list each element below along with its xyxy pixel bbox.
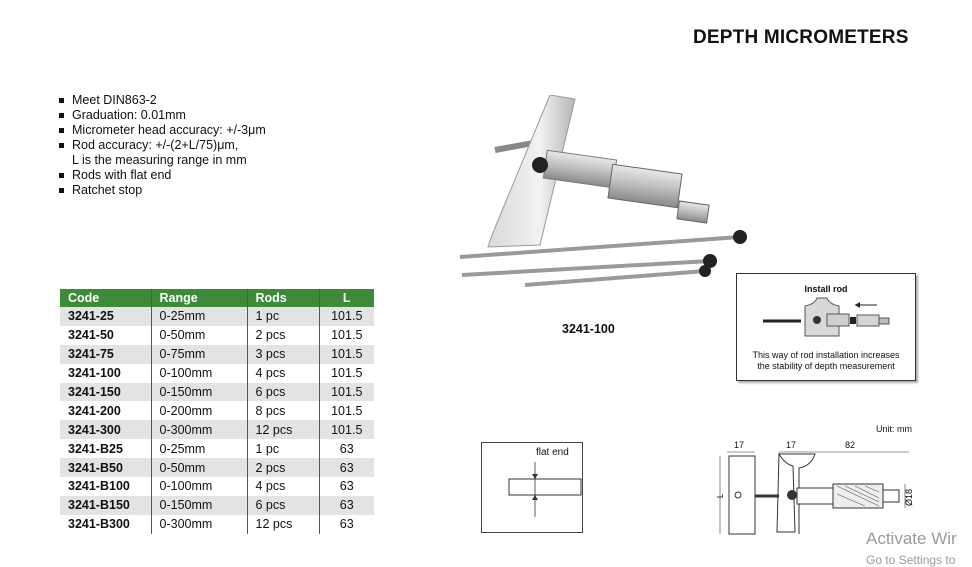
header-code: Code — [60, 289, 151, 307]
cell-rods: 3 pcs — [247, 345, 319, 364]
extension-rod — [525, 271, 705, 285]
product-label: 3241-100 — [562, 322, 615, 336]
cell-code: 3241-50 — [68, 328, 114, 343]
install-rod-diagram — [757, 296, 897, 348]
dim-17-head: 17 — [786, 440, 797, 450]
table-row — [60, 401, 374, 420]
table-row — [60, 326, 374, 345]
table-row — [60, 496, 374, 515]
table-row — [60, 439, 374, 458]
cell-rods: 6 pcs — [247, 383, 319, 402]
ratchet — [677, 201, 709, 223]
cell-range: 0-150mm — [151, 383, 247, 402]
cell-rods: 1 pc — [247, 439, 319, 458]
cell-rods: 4 pcs — [247, 364, 319, 383]
cell-range: 0-50mm — [151, 326, 247, 345]
feature-item: Graduation: 0.01mm — [58, 108, 266, 123]
install-rod-box — [736, 273, 916, 381]
cell-range: 0-300mm — [151, 515, 247, 534]
bullet-icon — [59, 98, 64, 103]
cell-range: 0-25mm — [151, 307, 247, 326]
flat-end-rod-diagram — [481, 442, 583, 533]
bullet-icon — [59, 173, 64, 178]
cell-rods: 12 pcs — [247, 420, 319, 439]
cell-code: 3241-150 — [60, 383, 151, 402]
install-rod-title: Install rod — [804, 284, 848, 294]
header-range: Range — [151, 289, 247, 307]
cell-rods: 2 pcs — [247, 326, 319, 345]
header-l: L — [319, 289, 374, 307]
cell-range: 0-50mm — [151, 458, 247, 477]
watermark-line1: Activate Wir — [866, 529, 957, 548]
cell-l: 101.5 — [319, 364, 374, 383]
cell-range: 0-75mm — [151, 345, 247, 364]
feature-item: Meet DIN863-2 — [58, 93, 266, 108]
watermark-line2: Go to Settings to — [866, 553, 956, 567]
cell-rods: 6 pcs — [247, 496, 319, 515]
table-row — [60, 364, 374, 383]
cell-range: 0-300mm — [151, 420, 247, 439]
cell-code: 3241-200 — [68, 403, 121, 418]
page-title: DEPTH MICROMETERS — [693, 27, 909, 48]
cell-l: 101.5 — [319, 307, 374, 326]
cell-range: 0-25mm — [151, 439, 247, 458]
cell-l: 63 — [319, 515, 374, 534]
dim-l-label: L — [716, 493, 725, 498]
feature-list — [58, 93, 266, 198]
cell-code: 3241-B50 — [60, 458, 151, 477]
cell-rods: 12 pcs — [247, 515, 319, 534]
rod-knob — [733, 230, 747, 244]
cell-code: 3241-B100 — [68, 479, 130, 494]
table-header-row — [60, 289, 374, 307]
feature-item: Micrometer head accuracy: +/-3μm — [58, 123, 266, 138]
cell-code: 3241-100 — [68, 366, 121, 381]
dim-17-base: 17 — [734, 440, 745, 450]
cell-code: 3241-300 — [60, 420, 151, 439]
bullet-icon — [59, 188, 64, 193]
install-rod-description: This way of rod installation increases the stability of depth measurement — [752, 350, 900, 371]
cell-l: 101.5 — [319, 326, 374, 345]
feature-item-continuation: L is the measuring range in mm — [72, 153, 247, 167]
dia18-label: Ø18 — [904, 488, 914, 506]
unit-label: Unit: mm — [876, 424, 912, 434]
micrometer-illustration — [440, 95, 760, 295]
cell-rods: 8 pcs — [247, 401, 319, 420]
cell-code: 3241-25 — [60, 307, 151, 326]
cell-range: 0-150mm — [151, 496, 247, 515]
cell-l: 63 — [319, 477, 374, 496]
feature-item: Rods with flat end — [58, 168, 266, 183]
table-row — [60, 458, 374, 477]
bullet-icon — [59, 143, 64, 148]
cell-l: 101.5 — [319, 420, 374, 439]
cell-range: 0-100mm — [151, 477, 247, 496]
cell-rods: 4 pcs — [247, 477, 319, 496]
table-row — [60, 477, 374, 496]
bullet-icon — [59, 128, 64, 133]
rod-knob — [699, 265, 711, 277]
header-rods: Rods — [247, 289, 319, 307]
cell-range: 0-200mm — [151, 401, 247, 420]
cell-l: 101.5 — [319, 401, 374, 420]
cell-code: 3241-B150 — [60, 496, 151, 515]
table-row — [60, 307, 374, 326]
cell-l: 101.5 — [319, 345, 374, 364]
cell-code: 3241-B25 — [68, 441, 123, 456]
cell-l: 101.5 — [319, 383, 374, 402]
cell-rods: 1 pc — [247, 307, 319, 326]
dim-82: 82 — [845, 440, 856, 450]
spec-table — [60, 289, 374, 534]
cell-code: 3241-75 — [60, 345, 151, 364]
bullet-icon — [59, 113, 64, 118]
feature-item: Rod accuracy: +/-(2+L/75)μm, — [58, 138, 266, 153]
table-row — [60, 515, 374, 534]
cell-l: 63 — [319, 439, 374, 458]
cell-code: 3241-B300 — [68, 517, 130, 532]
cell-rods: 2 pcs — [247, 458, 319, 477]
micrometer-thimble — [608, 164, 682, 207]
dimension-drawing — [715, 446, 915, 536]
cell-l: 63 — [319, 496, 374, 515]
lock-screw — [532, 157, 548, 173]
table-row — [60, 383, 374, 402]
feature-item: Ratchet stop — [58, 183, 266, 198]
table-row — [60, 420, 374, 439]
cell-range: 0-100mm — [151, 364, 247, 383]
table-row — [60, 345, 374, 364]
cell-l: 63 — [319, 458, 374, 477]
flat-end-label: flat end — [536, 447, 569, 458]
